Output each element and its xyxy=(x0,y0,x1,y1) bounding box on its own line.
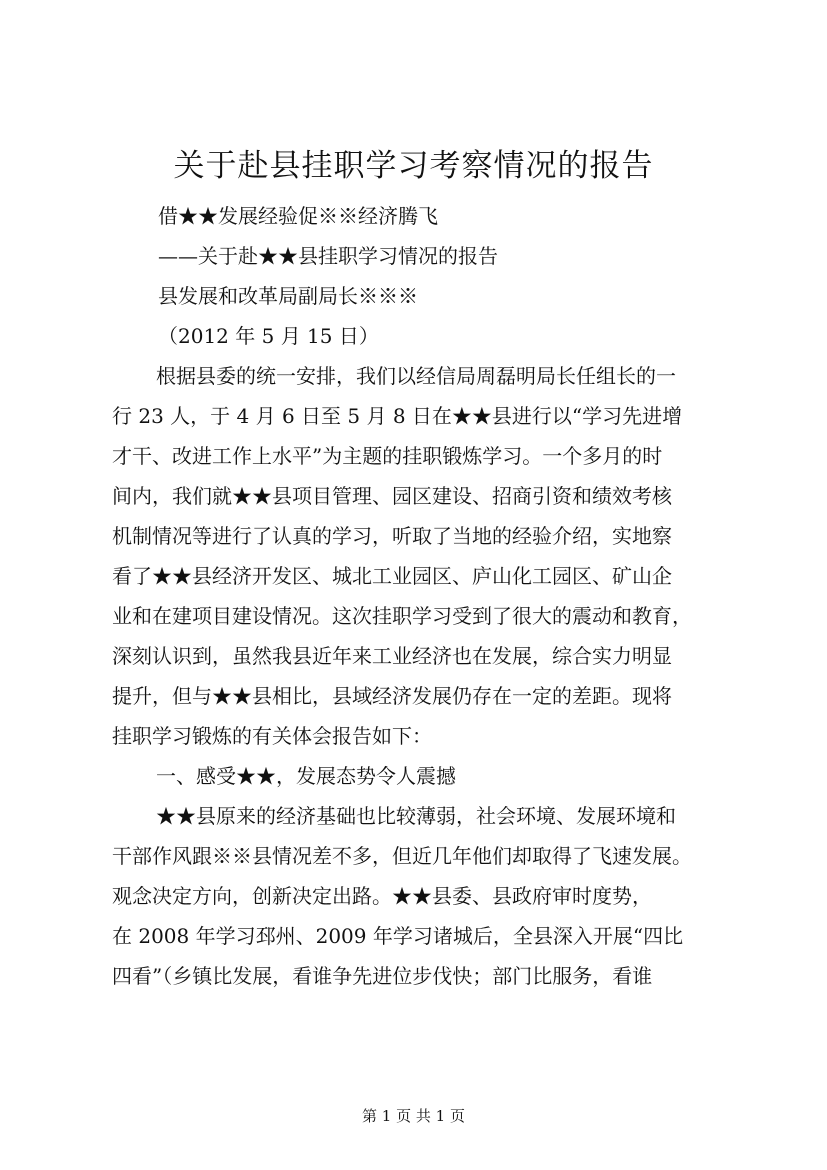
document-body xyxy=(112,196,724,996)
paragraph-line: 才干、改进工作上水平”为主题的挂职锻炼学习。一个多月的时 xyxy=(112,444,663,468)
paragraph-line: 间内，我们就★★县项目管理、园区建设、招商引资和绩效考核 xyxy=(112,484,672,508)
author-line: 县发展和改革局副局长※※※ xyxy=(158,284,418,308)
date-line: （2012 年 5 月 15 日） xyxy=(158,324,379,348)
paragraph-line: ★★县原来的经济基础也比较薄弱，社会环境、发展环境和 xyxy=(156,804,676,828)
paragraph-line: 四看”（乡镇比发展，看谁争先进位步伐快；部门比服务，看谁 xyxy=(112,964,653,988)
paragraph-line: 挂职学习锻炼的有关体会报告如下： xyxy=(112,724,432,748)
paragraph-line: 行 23 人，于 4 月 6 日至 5 月 8 日在★★县进行以“学习先进增 xyxy=(112,404,683,428)
paragraph-line: 机制情况等进行了认真的学习，听取了当地的经验介绍，实地察 xyxy=(112,524,672,548)
paragraph-line: 观念决定方向，创新决定出路。★★县委、县政府审时度势， xyxy=(112,884,652,908)
paragraph-line: 深刻认识到，虽然我县近年来工业经济也在发展，综合实力明显 xyxy=(112,644,672,668)
section-heading: 一、感受★★，发展态势令人震撼 xyxy=(156,764,456,788)
paragraph-line: 提升，但与★★县相比，县域经济发展仍存在一定的差距。现将 xyxy=(112,684,672,708)
paragraph-line: 干部作风跟※※县情况差不多，但近几年他们却取得了飞速发展。 xyxy=(112,844,692,868)
paragraph-line: 业和在建项目建设情况。这次挂职学习受到了很大的震动和教育， xyxy=(112,604,692,628)
document-title: 关于赴县挂职学习考察情况的报告 xyxy=(173,148,654,184)
paragraph-line: 根据县委的统一安排，我们以经信局周磊明局长任组长的一 xyxy=(156,364,676,388)
paragraph-line: 在 2008 年学习邳州、2009 年学习诸城后，全县深入开展“四比 xyxy=(112,924,684,948)
page-number-footer: 第 1 页 共 1 页 xyxy=(362,1107,465,1125)
subtitle-line: 借★★发展经验促※※经济腾飞 xyxy=(158,204,438,228)
subtitle-line: ——关于赴★★县挂职学习情况的报告 xyxy=(158,244,498,268)
paragraph-line: 看了★★县经济开发区、城北工业园区、庐山化工园区、矿山企 xyxy=(112,564,672,588)
